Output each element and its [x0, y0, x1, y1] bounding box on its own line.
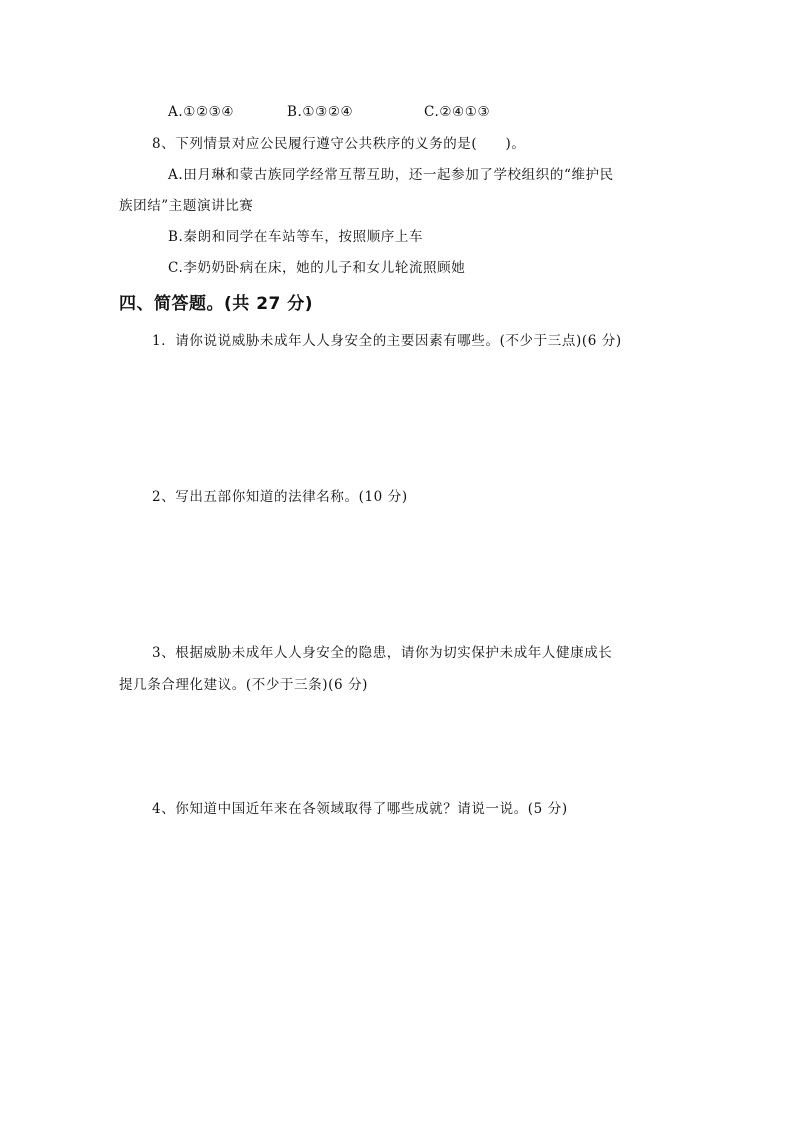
q8-option-c: C.李奶奶卧病在床，她的儿子和女儿轮流照顾她: [168, 260, 466, 276]
q7-option-c: C.②④①③: [424, 104, 491, 120]
q8-option-a-line2: 族团结”主题演讲比赛: [119, 198, 254, 214]
question-3-line1: 3、根据威胁未成年人人身安全的隐患，请你为切实保护未成年人健康成长: [152, 645, 613, 661]
question-1: 1．请你说说威胁未成年人人身安全的主要因素有哪些。(不少于三点)(6 分): [152, 333, 622, 349]
question-3-line2: 提几条合理化建议。(不少于三条)(6 分): [119, 677, 369, 693]
q8-option-b: B.秦朗和同学在车站等车，按照顺序上车: [168, 229, 424, 245]
q7-option-a: A.①②③④: [168, 104, 235, 120]
q8-stem: 8、下列情景对应公民履行遵守公共秩序的义务的是( )。: [152, 136, 526, 152]
section-heading: 四、简答题。(共 27 分): [119, 294, 314, 314]
question-2: 2、写出五部你知道的法律名称。(10 分): [152, 489, 408, 505]
q7-option-b: B.①③②④: [287, 104, 354, 120]
q8-option-a-line1: A.田月琳和蒙古族同学经常互帮互助，还一起参加了学校组织的“维护民: [168, 167, 614, 183]
question-4: 4、你知道中国近年来在各领域取得了哪些成就？请说一说。(5 分): [152, 801, 568, 817]
